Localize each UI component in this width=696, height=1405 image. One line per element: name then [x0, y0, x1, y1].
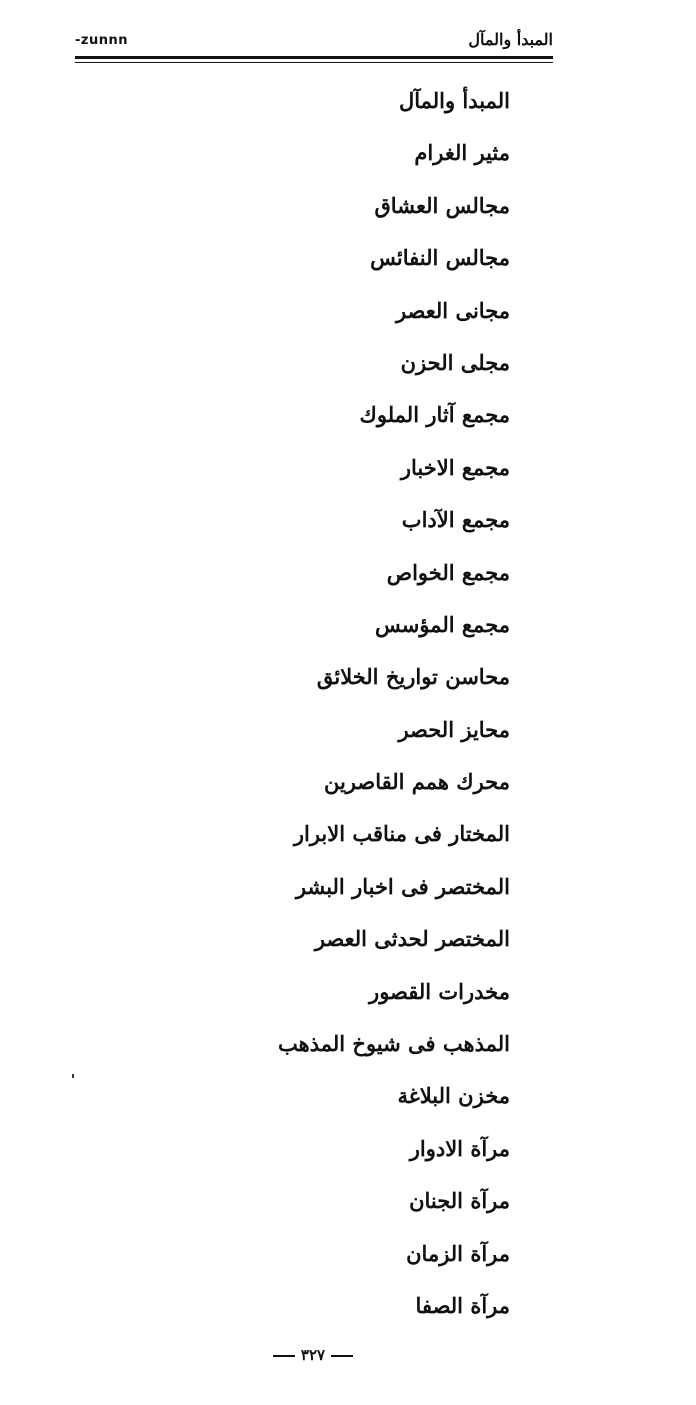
page-number-dash-left [273, 1355, 295, 1357]
page-number-footer [0, 1346, 626, 1364]
index-entry: مجلى الحزن [400, 349, 510, 375]
index-entry: مجمع الآداب [401, 507, 510, 533]
index-entry: المختار فى مناقب الابرار [293, 821, 510, 847]
index-entry-list [50, 75, 510, 1332]
index-entry: مرآة الادوار [409, 1135, 510, 1161]
index-entry: مجمع آثار الملوك [359, 402, 510, 428]
index-entry: مجمع الاخبار [400, 454, 510, 480]
index-entry: مرآة الزمان [406, 1240, 510, 1266]
stray-ink-mark [72, 1074, 74, 1078]
running-header [75, 30, 553, 52]
index-entry: مجالس النفائس [370, 245, 510, 271]
header-title: المبدأ والمآل [468, 30, 553, 49]
index-entry: محرك همم القاصرين [323, 769, 510, 795]
page-number-dash-right [331, 1355, 353, 1357]
header-rule-thick [75, 56, 553, 59]
index-entry: محاسن تواريخ الخلائق [316, 664, 510, 690]
page-number: ٣٢٧ [300, 1346, 326, 1364]
index-entry: مخزن البلاغة [397, 1083, 510, 1109]
header-left-text: -zunnn [75, 33, 128, 48]
index-entry: مجالس العشاق [374, 192, 510, 218]
index-entry: مرآة الجنان [409, 1188, 510, 1214]
index-entry: المختصر لحدثى العصر [314, 926, 510, 952]
index-entry: مخدرات القصور [369, 978, 510, 1004]
index-entry: محايز الحصر [398, 716, 510, 742]
header-rule-thin [75, 62, 553, 63]
index-entry: المذهب فى شيوخ المذهب [278, 1031, 510, 1057]
index-entry: المختصر فى اخبار البشر [295, 873, 510, 899]
index-entry: مرآة الصفا [415, 1292, 510, 1318]
index-entry: مجمع الخواص [386, 559, 510, 585]
index-entry: المبدأ والمآل [398, 88, 510, 113]
index-entry: مثير الغرام [414, 140, 510, 166]
index-entry: مجانى العصر [395, 297, 510, 323]
index-entry: مجمع المؤسس [374, 611, 510, 637]
